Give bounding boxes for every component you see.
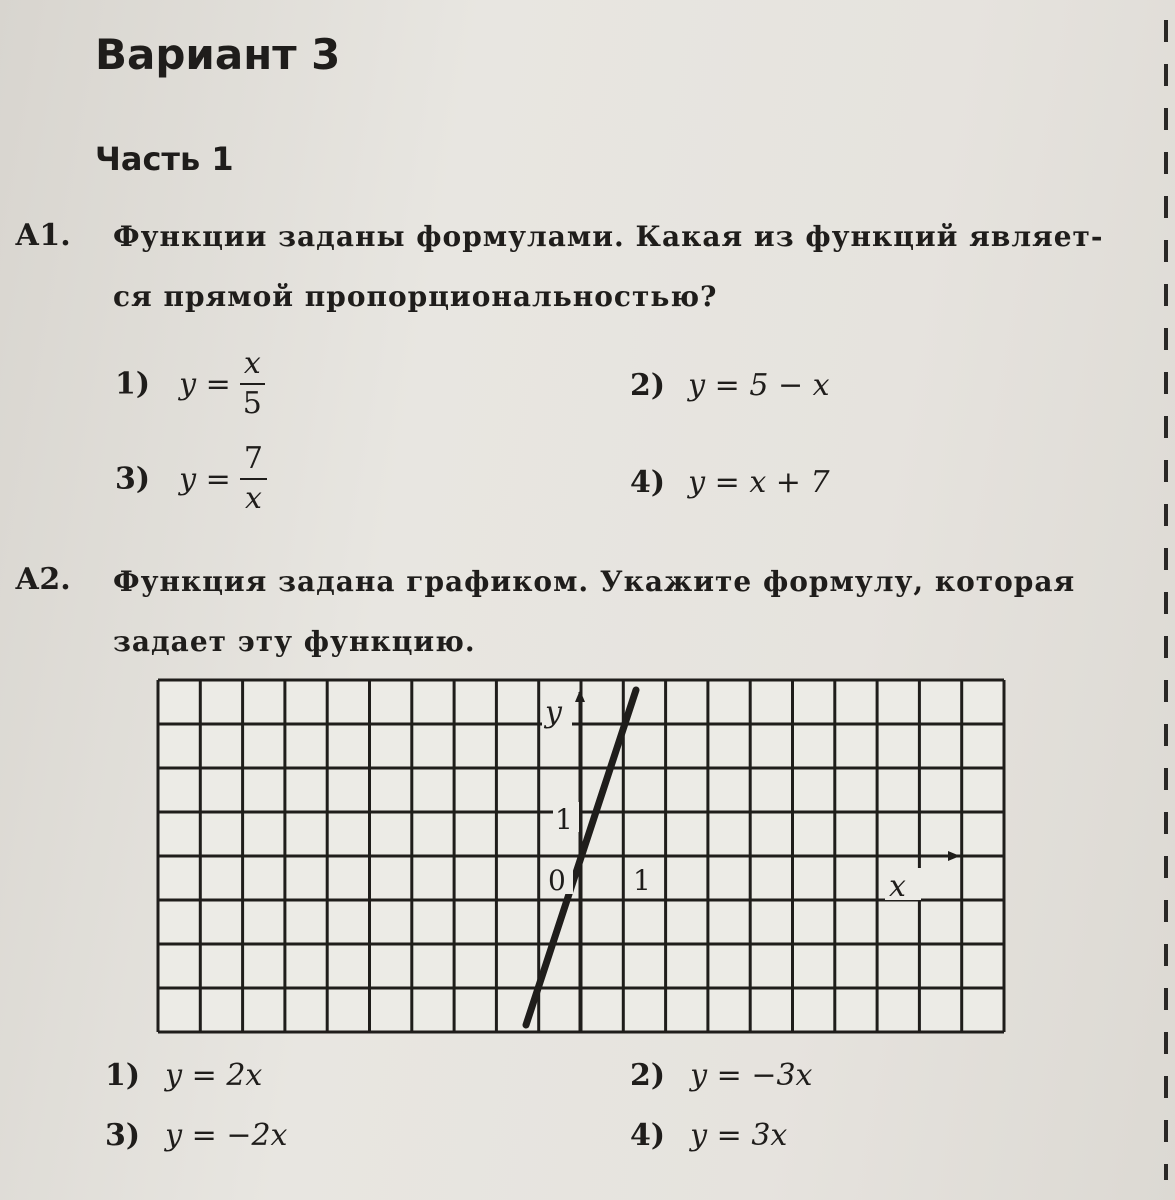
option-number: 4) — [630, 1118, 666, 1153]
option-formula: y = 5 − x — [688, 368, 830, 403]
question-a2-text-line1: Функция задана графиком. Укажите формулу, которая — [113, 565, 1076, 598]
a2-option-4[interactable] — [630, 1118, 787, 1153]
option-formula: y = x + 7 — [688, 465, 830, 500]
variant-title: Вариант 3 — [95, 30, 341, 79]
option-formula: y = 2x — [165, 1058, 263, 1093]
option-formula: y = −3x — [690, 1058, 813, 1093]
option-number: 2) — [630, 368, 666, 403]
question-a1-text-line1: Функции заданы формулами. Какая из функций являет- — [113, 220, 1104, 253]
option-number: 3) — [115, 461, 151, 497]
option-number: 4) — [630, 465, 666, 500]
x-axis-label: x — [889, 869, 906, 904]
fraction-numerator: 7 — [240, 440, 267, 480]
fraction-denominator: 5 — [242, 386, 262, 421]
fraction-denominator: x — [244, 481, 262, 516]
option-formula-lhs: y = — [179, 366, 231, 402]
origin-label: 0 — [548, 864, 566, 897]
option-number: 2) — [630, 1058, 666, 1093]
a2-option-3[interactable] — [105, 1118, 287, 1153]
option-formula-lhs: y = — [179, 461, 231, 497]
option-number: 3) — [105, 1118, 141, 1153]
unit-x-label: 1 — [633, 864, 651, 897]
unit-y-label: 1 — [555, 803, 573, 836]
question-a2-number: А2. — [15, 562, 71, 597]
a2-option-1[interactable] — [105, 1058, 262, 1093]
option-formula: y = 3x — [690, 1118, 788, 1153]
y-axis-label: y — [545, 695, 562, 730]
option-number: 1) — [115, 366, 151, 402]
question-a2-text-line2: задает эту функцию. — [113, 625, 476, 658]
a2-option-2[interactable] — [630, 1058, 812, 1093]
option-number: 1) — [105, 1058, 141, 1093]
option-formula: y = −2x — [165, 1118, 288, 1153]
question-a1-text-line2: ся прямой пропорциональностью? — [113, 280, 718, 313]
part-title: Часть 1 — [95, 140, 234, 178]
fraction-numerator: x — [240, 345, 265, 385]
question-a1-number: А1. — [15, 218, 71, 253]
